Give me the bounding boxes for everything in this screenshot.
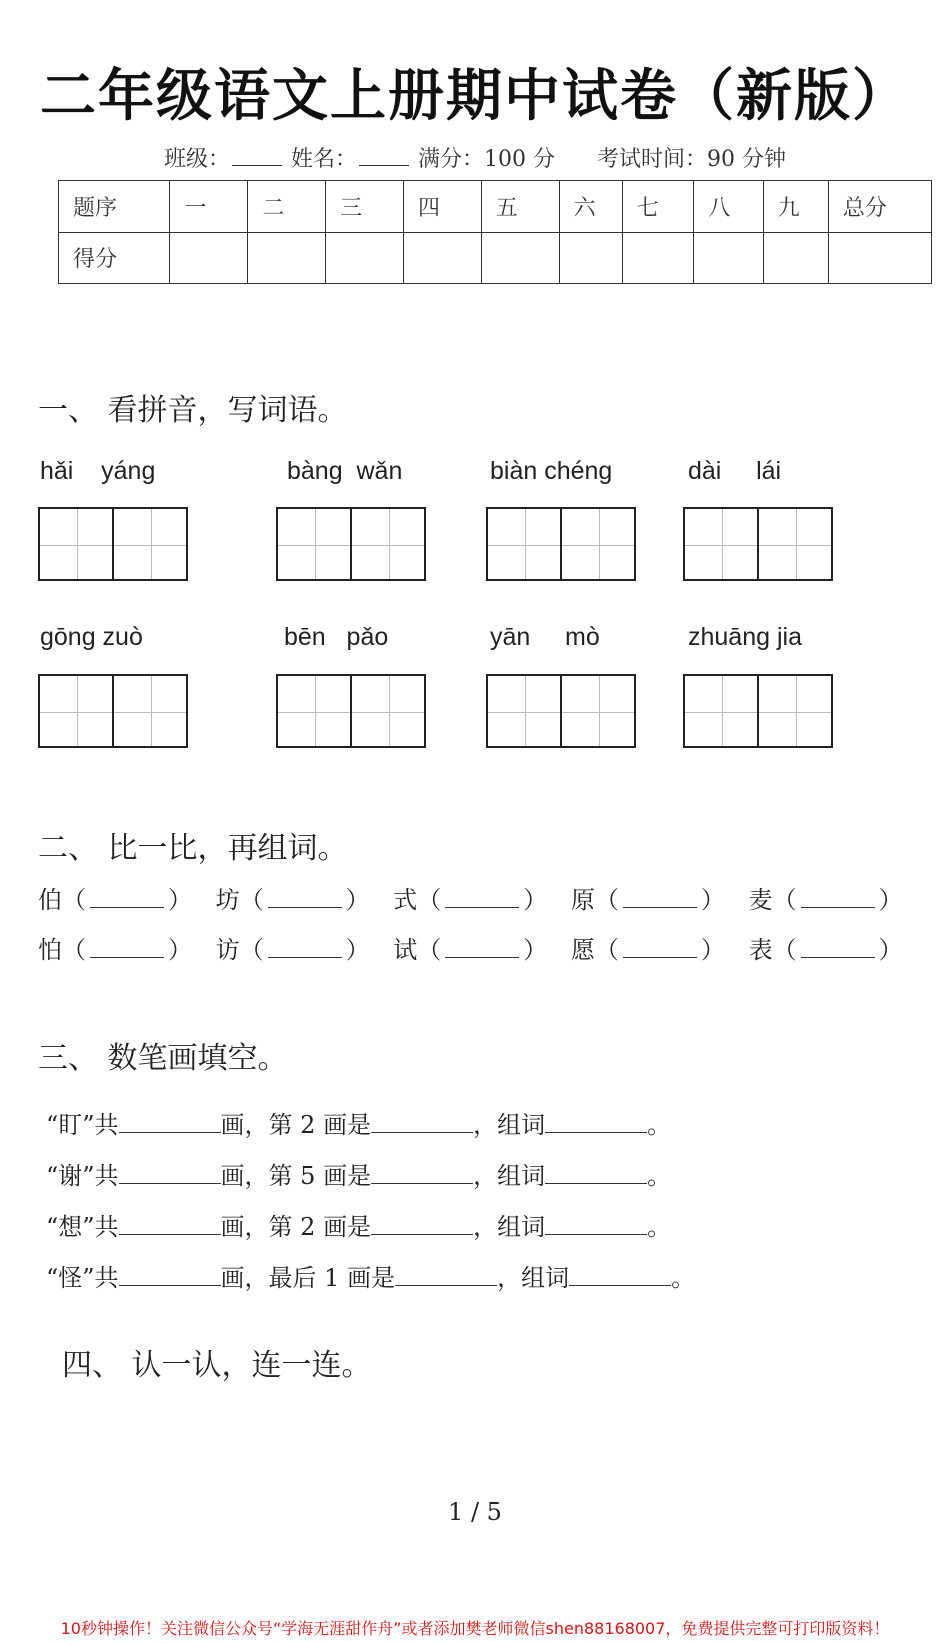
header-cell: 六 [559,181,622,233]
writing-grid-box[interactable] [350,674,426,748]
answer-blank[interactable] [623,889,697,908]
header-cell: 八 [694,181,763,233]
writing-grid-box[interactable] [276,674,352,748]
word-group-item: 愿（ ） [570,936,725,964]
score-cell[interactable] [403,232,481,284]
writing-grid-box[interactable] [112,507,188,581]
score-table [58,180,932,284]
word-group-item: 式（ ） [393,886,548,914]
stroke-question: “谢”共 画，第 5 画是 ，组词 。 [46,1162,672,1190]
header-cell: 三 [326,181,404,233]
score-cell[interactable] [326,232,404,284]
answer-blank[interactable] [801,939,875,958]
answer-blank[interactable] [90,889,164,908]
header-cell: 题序 [59,181,170,233]
exam-info [0,142,950,173]
answer-blank[interactable] [445,939,519,958]
class-label: 班级： [164,147,231,172]
answer-blank[interactable] [801,889,875,908]
section-2-title: 二、 比一比，再组词。 [38,831,348,866]
score-table-score-row [59,232,932,284]
answer-blank[interactable] [119,1165,221,1184]
score-cell[interactable] [622,232,694,284]
answer-blank[interactable] [371,1216,473,1235]
word-group-item: 怕（ ） [38,936,192,964]
writing-grid-box[interactable] [486,674,562,748]
answer-blank[interactable] [545,1165,647,1184]
pinyin-label: bēn pǎo [284,623,389,651]
answer-blank[interactable] [268,889,342,908]
word-group-item: 试（ ） [393,936,548,964]
score-cell[interactable] [828,232,931,284]
writing-grid-box[interactable] [276,507,352,581]
word-group-item: 表（ ） [748,936,903,964]
pinyin-label: gōng zuò [40,623,143,651]
section-3-title: 三、 数笔画填空。 [38,1041,288,1076]
pinyin-label: bàng wǎn [287,457,403,485]
score-cell[interactable] [763,232,828,284]
answer-blank[interactable] [119,1267,221,1286]
writing-grid-box[interactable] [683,507,759,581]
class-blank [232,147,282,166]
writing-grid-box[interactable] [560,507,636,581]
score-cell[interactable] [694,232,763,284]
pinyin-label: biàn chéng [490,457,613,485]
header-cell: 总分 [828,181,931,233]
answer-blank[interactable] [445,889,519,908]
header-cell: 九 [763,181,828,233]
name-blank [359,147,409,166]
header-cell: 二 [248,181,326,233]
compare-row-2 [38,930,903,965]
stroke-question: “想”共 画，第 2 画是 ，组词 。 [46,1213,672,1241]
writing-grid-box[interactable] [757,674,833,748]
header-cell: 四 [403,181,481,233]
answer-blank[interactable] [623,939,697,958]
writing-grid-box[interactable] [486,507,562,581]
answer-blank[interactable] [90,939,164,958]
answer-blank[interactable] [268,939,342,958]
writing-grid-box[interactable] [683,674,759,748]
header-cell: 五 [481,181,559,233]
header-cell: 一 [170,181,248,233]
header-cell: 七 [622,181,694,233]
writing-grid-box[interactable] [38,507,114,581]
writing-grid-box[interactable] [757,507,833,581]
pinyin-label: hǎi yáng [40,457,156,485]
pinyin-label: zhuāng jia [688,623,802,651]
answer-blank[interactable] [119,1216,221,1235]
word-group-item: 访（ ） [215,936,370,964]
writing-grid-box[interactable] [560,674,636,748]
section-4-title: 四、 认一认，连一连。 [62,1348,372,1383]
page-title: 二年级语文上册期中试卷（新版） [40,63,910,129]
word-group-item: 坊（ ） [215,886,370,914]
answer-blank[interactable] [119,1114,221,1133]
name-label: 姓名： [291,147,358,172]
answer-blank[interactable] [569,1267,671,1286]
answer-blank[interactable] [545,1114,647,1133]
score-table-header-row [59,181,932,233]
writing-grid-box[interactable] [38,674,114,748]
full-score: 满分：100 分 [418,147,556,172]
answer-blank[interactable] [371,1165,473,1184]
word-group-item: 麦（ ） [748,886,903,914]
compare-row-1 [38,880,903,915]
writing-grid-box[interactable] [350,507,426,581]
answer-blank[interactable] [395,1267,497,1286]
stroke-question: “怪”共 画，最后 1 画是 ，组词 。 [46,1264,696,1292]
page-number: 1 / 5 [448,1498,502,1526]
answer-blank[interactable] [371,1114,473,1133]
answer-blank[interactable] [545,1216,647,1235]
footer-banner: 10秒钟操作！关注微信公众号“学海无涯甜作舟”或者添加樊老师微信shen88168007，免费提供完整可打印版资料！ [60,1619,890,1638]
pinyin-label: yān mò [490,623,600,651]
word-group-item: 伯（ ） [38,886,192,914]
score-cell[interactable] [481,232,559,284]
exam-time: 考试时间：90 分钟 [597,147,786,172]
writing-grid-box[interactable] [112,674,188,748]
word-group-item: 原（ ） [570,886,725,914]
score-cell[interactable] [248,232,326,284]
row-label: 得分 [59,232,170,284]
stroke-question: “盯”共 画，第 2 画是 ，组词 。 [46,1111,672,1139]
score-cell[interactable] [170,232,248,284]
section-1-title: 一、 看拼音，写词语。 [38,393,348,428]
pinyin-label: dài lái [688,457,782,485]
score-cell[interactable] [559,232,622,284]
